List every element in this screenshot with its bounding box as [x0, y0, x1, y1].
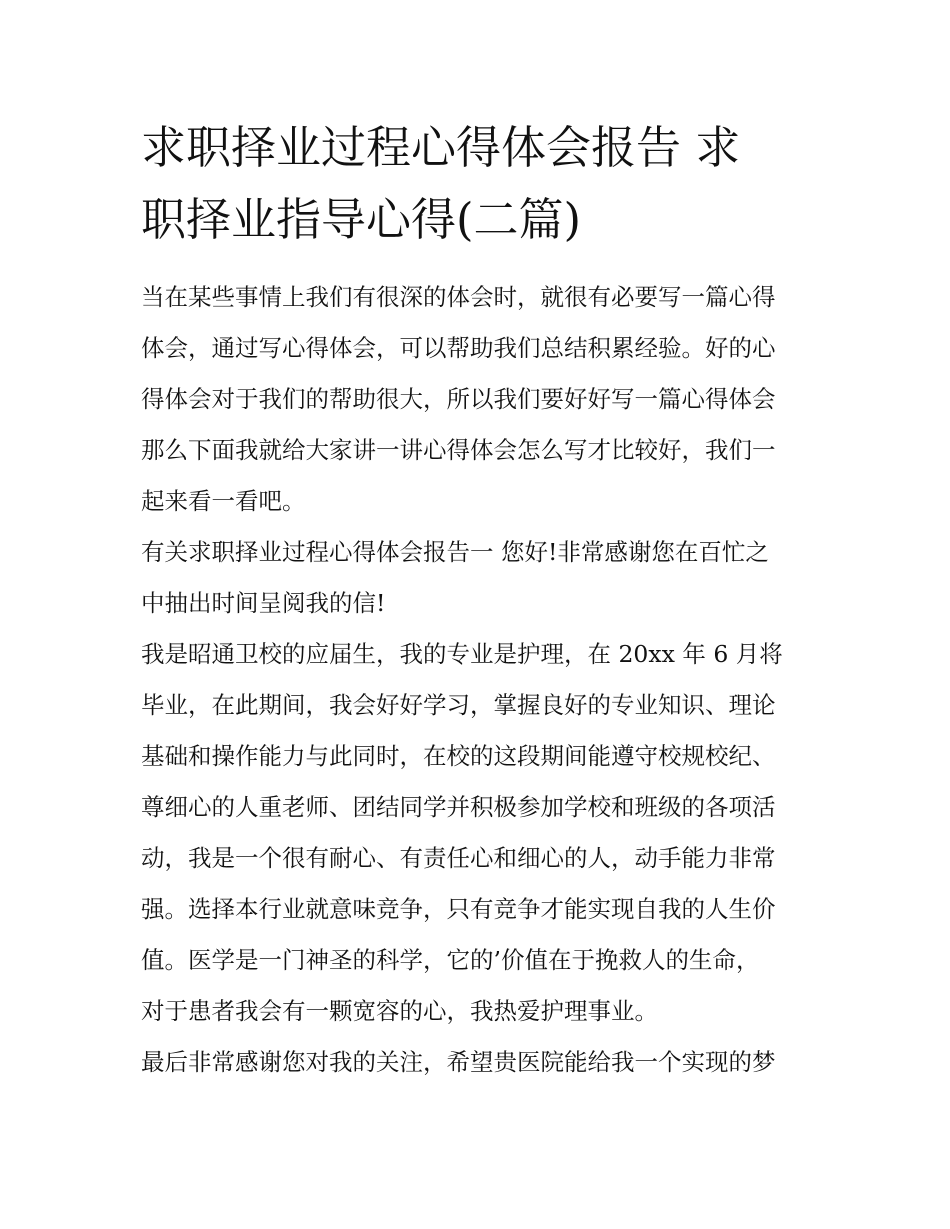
text-line: 对于患者我会有一颗宽容的心，我热爱护理事业。 — [141, 997, 658, 1025]
document-title — [141, 112, 813, 256]
text-line: 得体会对于我们的帮助很大，所以我们要好好写一篇心得体会 — [141, 385, 776, 413]
text-line: 尊细心的人重老师、团结同学并积极参加学校和班级的各项活 — [141, 793, 776, 821]
text-line: 值。医学是一门神圣的科学，它的’价值在于挽救人的生命， — [141, 946, 760, 974]
paragraph-greeting — [141, 527, 813, 629]
text-line: 最后非常感谢您对我的关注，希望贵医院能给我一个实现的梦 — [141, 1048, 776, 1076]
title-line: 求职择业过程心得体会报告 求 — [141, 121, 741, 174]
title-line: 职择业指导心得(二篇) — [141, 193, 582, 246]
document-body — [141, 272, 813, 1088]
text-line: 基础和操作能力与此同时，在校的这段期间能遵守校规校纪、 — [141, 742, 776, 770]
text-line: 体会，通过写心得体会，可以帮助我们总结积累经验。好的心 — [141, 334, 776, 362]
text-line: 我是昭通卫校的应届生，我的专业是护理，在 20xx 年 6 月将 — [141, 640, 783, 668]
text-line: 那么下面我就给大家讲一讲心得体会怎么写才比较好，我们一 — [141, 436, 776, 464]
text-line: 毕业，在此期间，我会好好学习，掌握良好的专业知识、理论 — [141, 691, 776, 719]
text-line: 起来看一看吧。 — [141, 487, 306, 515]
paragraph-closing — [141, 1037, 813, 1088]
document-content — [141, 112, 813, 1088]
paragraph-intro — [141, 272, 813, 527]
text-line: 当在某些事情上我们有很深的体会时，就很有必要写一篇心得 — [141, 283, 776, 311]
text-line: 动，我是一个很有耐心、有责任心和细心的人，动手能力非常 — [141, 844, 776, 872]
text-line: 有关求职择业过程心得体会报告一 您好!非常感谢您在百忙之 — [141, 538, 769, 566]
paragraph-self-intro — [141, 629, 813, 1037]
text-line: 强。选择本行业就意味竞争，只有竞争才能实现自我的人生价 — [141, 895, 776, 923]
text-line: 中抽出时间呈阅我的信! — [141, 589, 386, 617]
